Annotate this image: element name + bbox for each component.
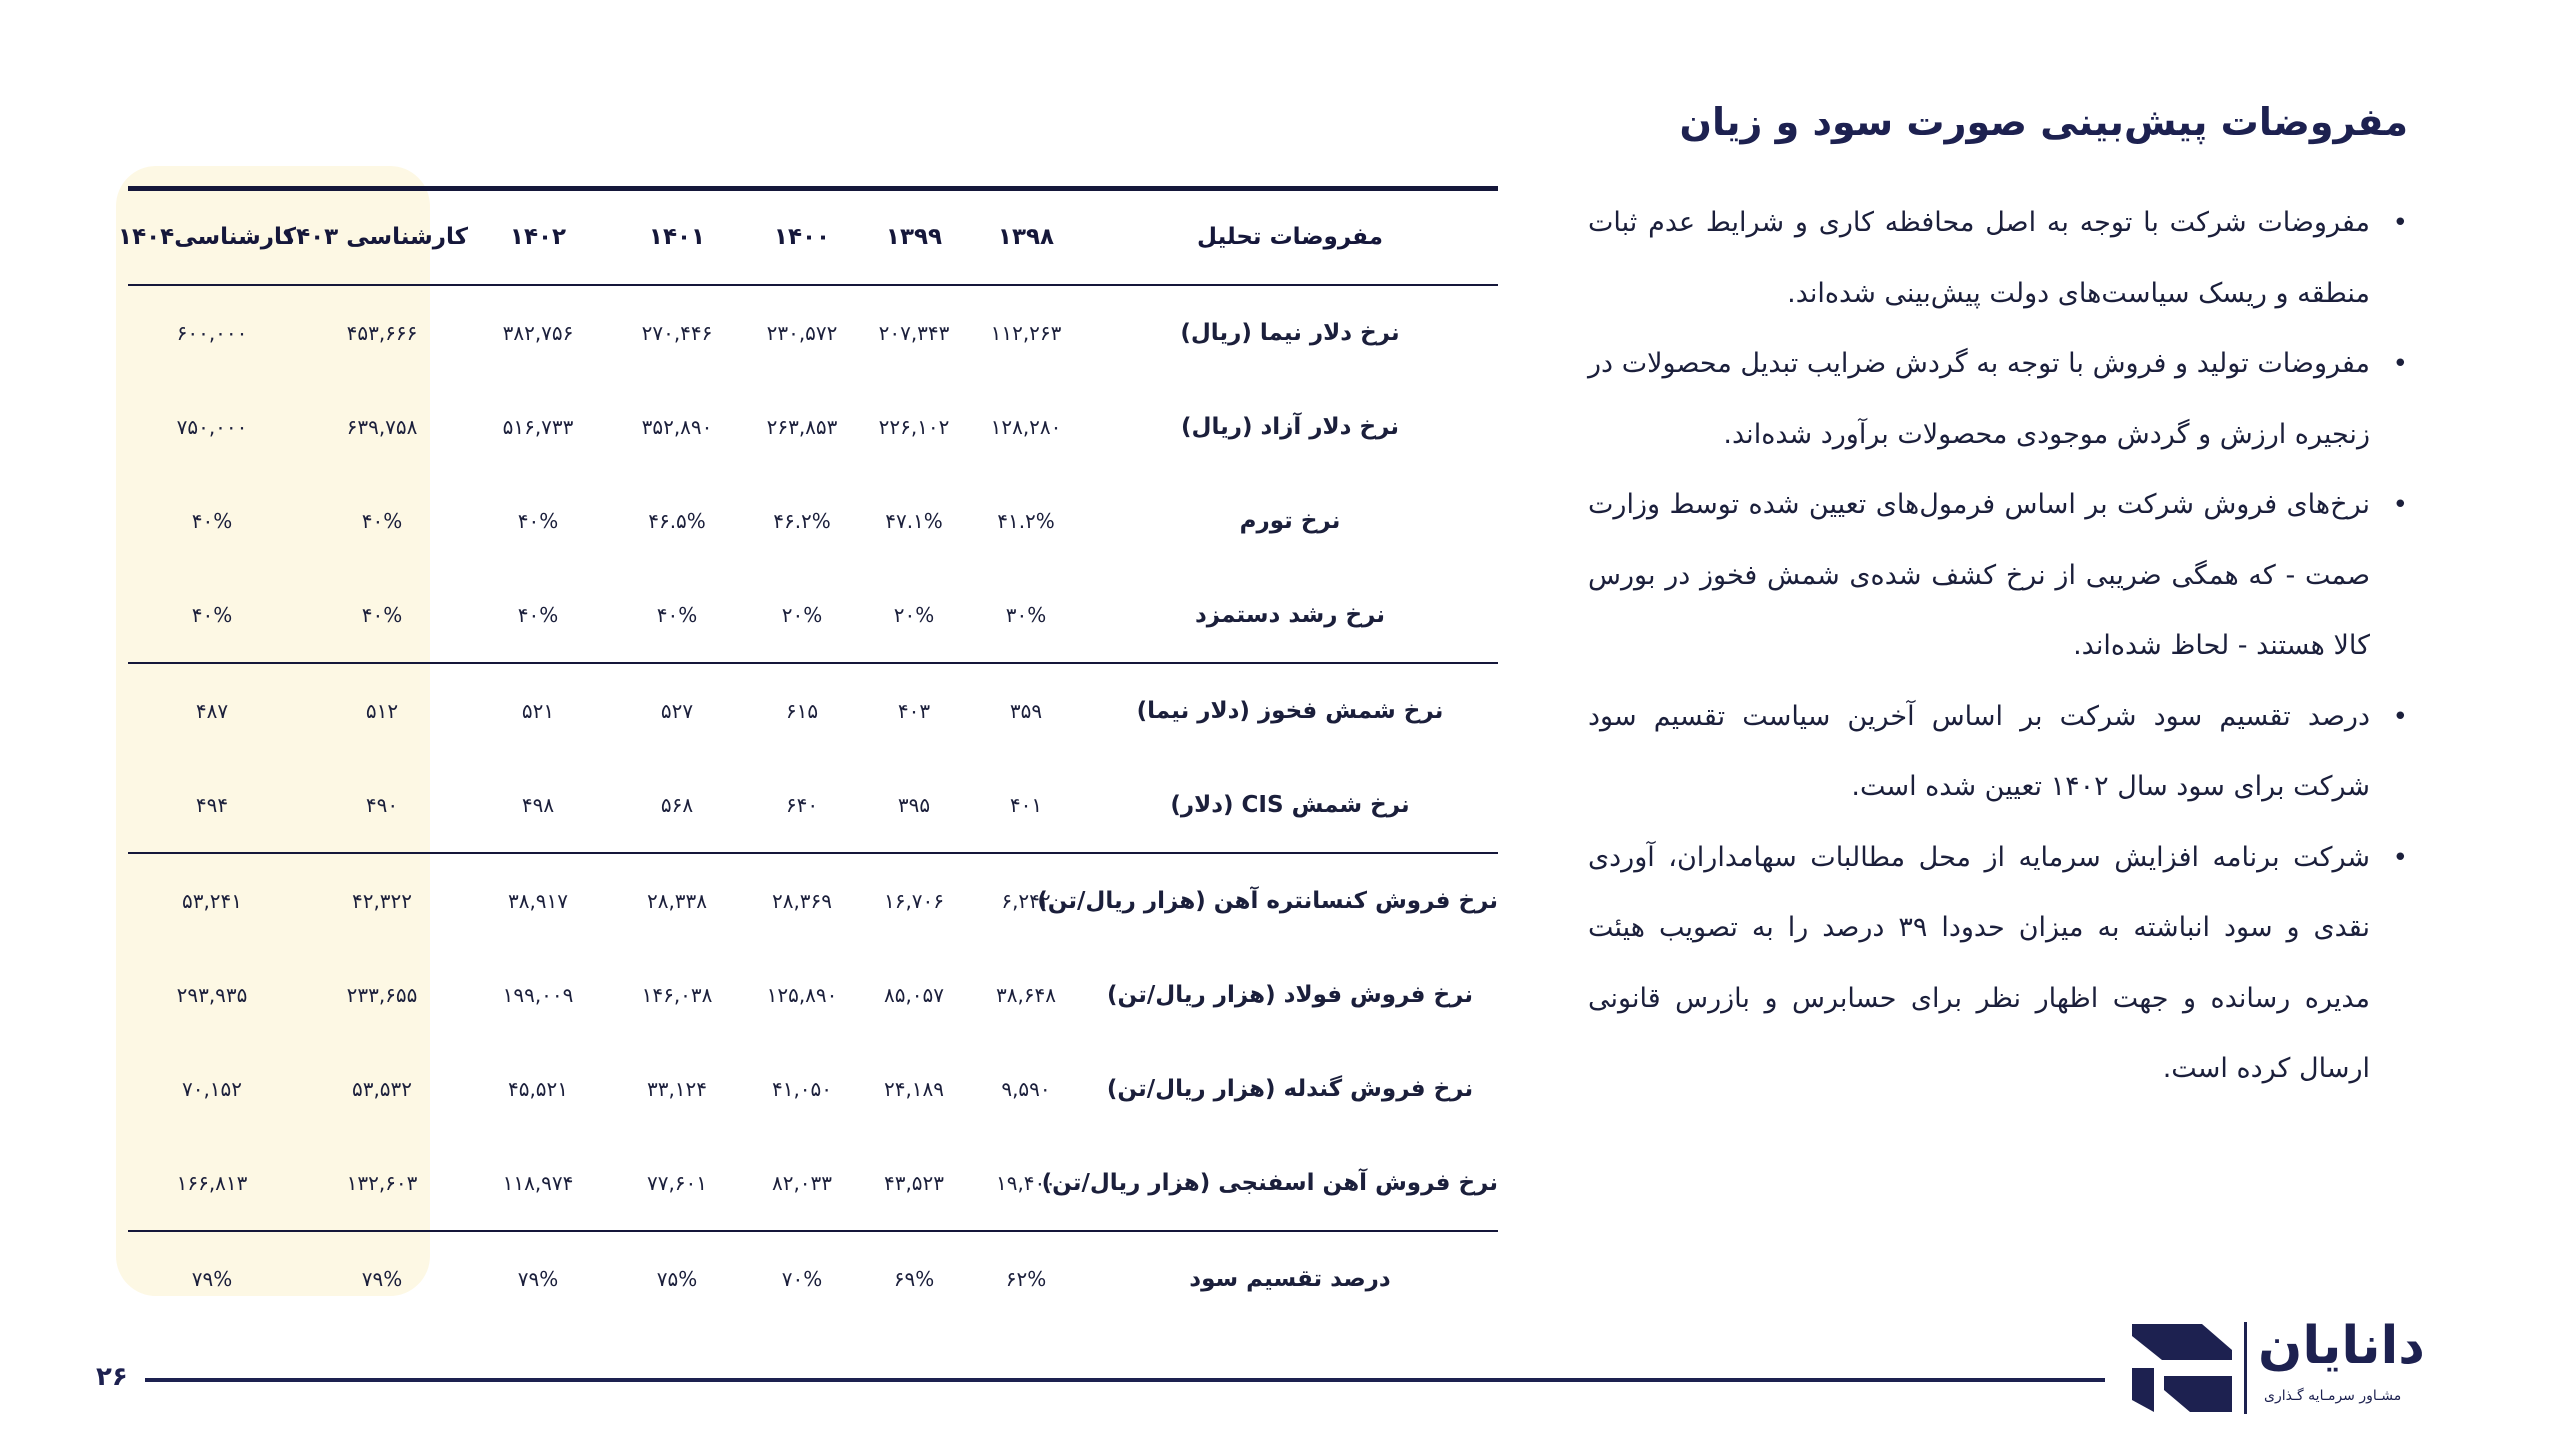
table-cell: ۱۴۶,۰۳۸ [641,982,713,1007]
danayan-logo-mark-icon [2132,1324,2232,1412]
row-label: نرخ دلار آزاد (ریال) [1180,413,1400,440]
bullet-item: • نرخ‌های فروش شرکت بر اساس فرمول‌های تعیین شده توسط وزارت صمت - که همگی ضریبی از نرخ کشف شده‌ی شمش فخوز در بورس کالا هستند - لحاظ شده‌اند. [1588,470,2408,682]
table-cell: ۲۷۰,۴۴۶ [641,320,713,345]
header-cell: ۱۳۹۹ [858,189,970,285]
header-cell: ۱۴۰۲ [468,189,608,285]
table-cell: ۴۶.۵% [648,508,706,533]
table-row [128,948,1498,1042]
table-cell: ۱۳۲,۶۰۳ [296,1136,468,1231]
table-row [128,474,1498,568]
table-row [128,380,1498,474]
bullet-item: • مفروضات شرکت با توجه به اصل محافظه کاری و شرایط عدم ثبات منطقه و ریسک سیاست‌های دولت پیش‌بینی شده‌اند. [1588,188,2408,329]
table-cell: ۱۶,۷۰۶ [883,888,945,913]
table-cell: ۲۳۳,۶۵۵ [346,982,418,1007]
table-cell: ۲۸,۳۶۹ [771,888,833,913]
table-cell: ۴۳,۵۲۳ [858,1136,970,1231]
table-cell: ۱۲۵,۸۹۰ [766,982,838,1007]
table-cell: ۷۰% [781,1266,823,1291]
table-cell: ۴۰% [191,508,233,533]
table-row [128,1231,1498,1326]
table-cell: ۴۰% [468,568,608,663]
table-cell: ۴۷.۱% [885,508,943,533]
table-cell: ۷۹% [517,1266,559,1291]
header-cell: ۱۳۹۸ [970,189,1082,285]
company-logo [2132,1316,2442,1420]
bullet-item: • درصد تقسیم سود شرکت بر اساس آخرین سیاست تقسیم سود شرکت برای سود سال ۱۴۰۲ تعیین شده است. [1588,682,2408,823]
table-cell: ۶۴۰ [746,758,858,853]
row-label: نرخ شمش فخوز (دلار نیما) [1136,697,1444,724]
table-cell: ۴۰% [608,568,746,663]
header-cell: ۱۴۰۰ [746,189,858,285]
table-cell: ۹,۵۹۰ [1001,1076,1051,1101]
row-label: نرخ فروش گندله (هزار ریال/تن) [1106,1075,1474,1102]
table-cell: ۲۰% [746,568,858,663]
table-cell: ۷۵% [656,1266,698,1291]
table-cell: ۳۸,۶۴۸ [995,982,1057,1007]
table-cell: ۴۰% [296,568,468,663]
row-label: نرخ فروش فولاد (هزار ریال/تن) [1107,981,1473,1008]
row-label: نرخ دلار نیما (ریال) [1180,319,1400,346]
table-cell: ۷۰,۱۵۲ [181,1076,243,1101]
table-row [128,568,1498,663]
table-cell: ۲۰% [858,568,970,663]
table-row [128,285,1498,380]
table-cell: ۴۵,۵۲۱ [507,1076,569,1101]
table-row [128,853,1498,948]
table-cell: ۲۶۳,۸۵۳ [766,414,838,439]
page-title: مفروضات پیش‌بینی صورت سود و زیان [1679,100,2408,144]
table-row [128,758,1498,853]
table-cell: ۲۰۷,۳۴۳ [878,320,950,345]
table-cell: ۴۱,۰۵۰ [771,1076,833,1101]
table-cell: ۴۸۷ [195,698,229,723]
table-cell: ۴۰% [517,508,559,533]
header-cell: مفروضات تحلیل [1082,189,1498,285]
table-cell: ۴۲,۳۲۲ [351,888,413,913]
row-label: نرخ فروش آهن اسفنجی (هزار ریال/تن) [1082,1136,1498,1231]
table-cell: ۷۹% [361,1266,403,1291]
table-cell: ۳۵۲,۸۹۰ [641,414,713,439]
table-cell: ۳۳,۱۲۴ [646,1076,708,1101]
row-label: نرخ فروش کنسانتره آهن (هزار ریال/تن) [1037,887,1498,914]
table-cell: ۱۱۲,۲۶۳ [990,320,1062,345]
logo-tagline: مشـاور سرمـایه گـذاری [2264,1388,2402,1404]
table-cell: ۶۹% [893,1266,935,1291]
table-cell: ۲۴,۱۸۹ [883,1076,945,1101]
table-cell: ۴۰% [128,568,296,663]
table-cell: ۶۰۰,۰۰۰ [176,320,248,345]
table-cell: ۴۹۴ [128,758,296,853]
table-cell: ۱۹,۴۰۰ [970,1136,1082,1231]
table-cell: ۵۳,۲۴۱ [181,888,243,913]
assumptions-bullet-list [1588,188,2408,1105]
table-cell: ۳۸,۹۱۷ [507,888,569,913]
table-cell: ۴۰۱ [970,758,1082,853]
table-cell: ۷۵۰,۰۰۰ [176,414,248,439]
table-cell: ۵۱۶,۷۳۳ [502,414,574,439]
table-cell: ۵۳,۵۳۲ [351,1076,413,1101]
logo-divider [2244,1322,2247,1414]
table-cell: ۱۶۶,۸۱۳ [128,1136,296,1231]
table-cell: ۶۱۵ [785,698,819,723]
table-cell: ۳۰% [970,568,1082,663]
table-cell: ۸۲,۰۳۳ [746,1136,858,1231]
table-cell: ۵۲۷ [660,698,694,723]
table-cell: ۸۵,۰۵۷ [883,982,945,1007]
page-number: ۲۶ [96,1362,128,1392]
table-row [128,1042,1498,1136]
table-cell: ۵۶۸ [608,758,746,853]
table-cell: ۳۵۹ [1009,698,1043,723]
row-label: نرخ تورم [1239,507,1341,534]
table-cell: ۴۶.۲% [773,508,831,533]
header-cell: کارشناسی۱۴۰۴ [128,189,296,285]
header-cell: کارشناسی ۱۴۰۳ [296,189,468,285]
table-cell: ۵۱۲ [365,698,399,723]
bullet-item: • شرکت برنامه افزایش سرمایه از محل مطالبات سهامداران، آوردی نقدی و سود انباشته به میزان حدودا ۳۹ درصد را به تصویب هیئت مدیره رسانده و جهت اظهار نظر برای حسابرس و بازرس قانونی ارسال کرده است. [1588,823,2408,1105]
header-cell: ۱۴۰۱ [608,189,746,285]
row-label: درصد تقسیم سود [1189,1265,1391,1292]
table-cell: ۴۰% [361,508,403,533]
table-cell: ۴۰۳ [897,698,931,723]
table-cell: ۱۲۸,۲۸۰ [990,414,1062,439]
footer-divider [145,1378,2105,1382]
table-cell: ۳۸۲,۷۵۶ [502,320,574,345]
row-label: نرخ رشد دستمزد [1082,568,1498,663]
table-cell: ۷۹% [191,1266,233,1291]
row-label: نرخ شمش CIS (دلار) [1082,758,1498,853]
table-cell: ۲۲۶,۱۰۲ [878,414,950,439]
table-cell: ۶۳۹,۷۵۸ [346,414,418,439]
table-cell: ۱۱۸,۹۷۴ [468,1136,608,1231]
table-cell: ۴۹۰ [296,758,468,853]
table-cell: ۱۹۹,۰۰۹ [502,982,574,1007]
table-cell: ۴۵۳,۶۶۶ [346,320,418,345]
table-cell: ۳۹۵ [858,758,970,853]
table-cell: ۶۲% [1005,1266,1047,1291]
table-header-row [128,189,1498,285]
table-cell: ۲۳۰,۵۷۲ [766,320,838,345]
bullet-item: • مفروضات تولید و فروش با توجه به گردش ضرایب تبدیل محصولات در زنجیره ارزش و گردش موجودی محصولات برآورد شده‌اند. [1588,329,2408,470]
table-cell: ۴۹۸ [468,758,608,853]
table-cell: ۲۸,۳۳۸ [646,888,708,913]
table-row [128,663,1498,758]
table-cell: ۲۹۳,۹۳۵ [176,982,248,1007]
table-cell: ۷۷,۶۰۱ [608,1136,746,1231]
table-cell: ۴۱.۲% [997,508,1055,533]
table-cell: ۶,۲۴۲ [1001,888,1051,913]
logo-name: دانایان [2258,1316,2425,1376]
table-row [128,1136,1498,1231]
assumptions-table [118,186,1498,1326]
table-cell: ۵۲۱ [521,698,555,723]
